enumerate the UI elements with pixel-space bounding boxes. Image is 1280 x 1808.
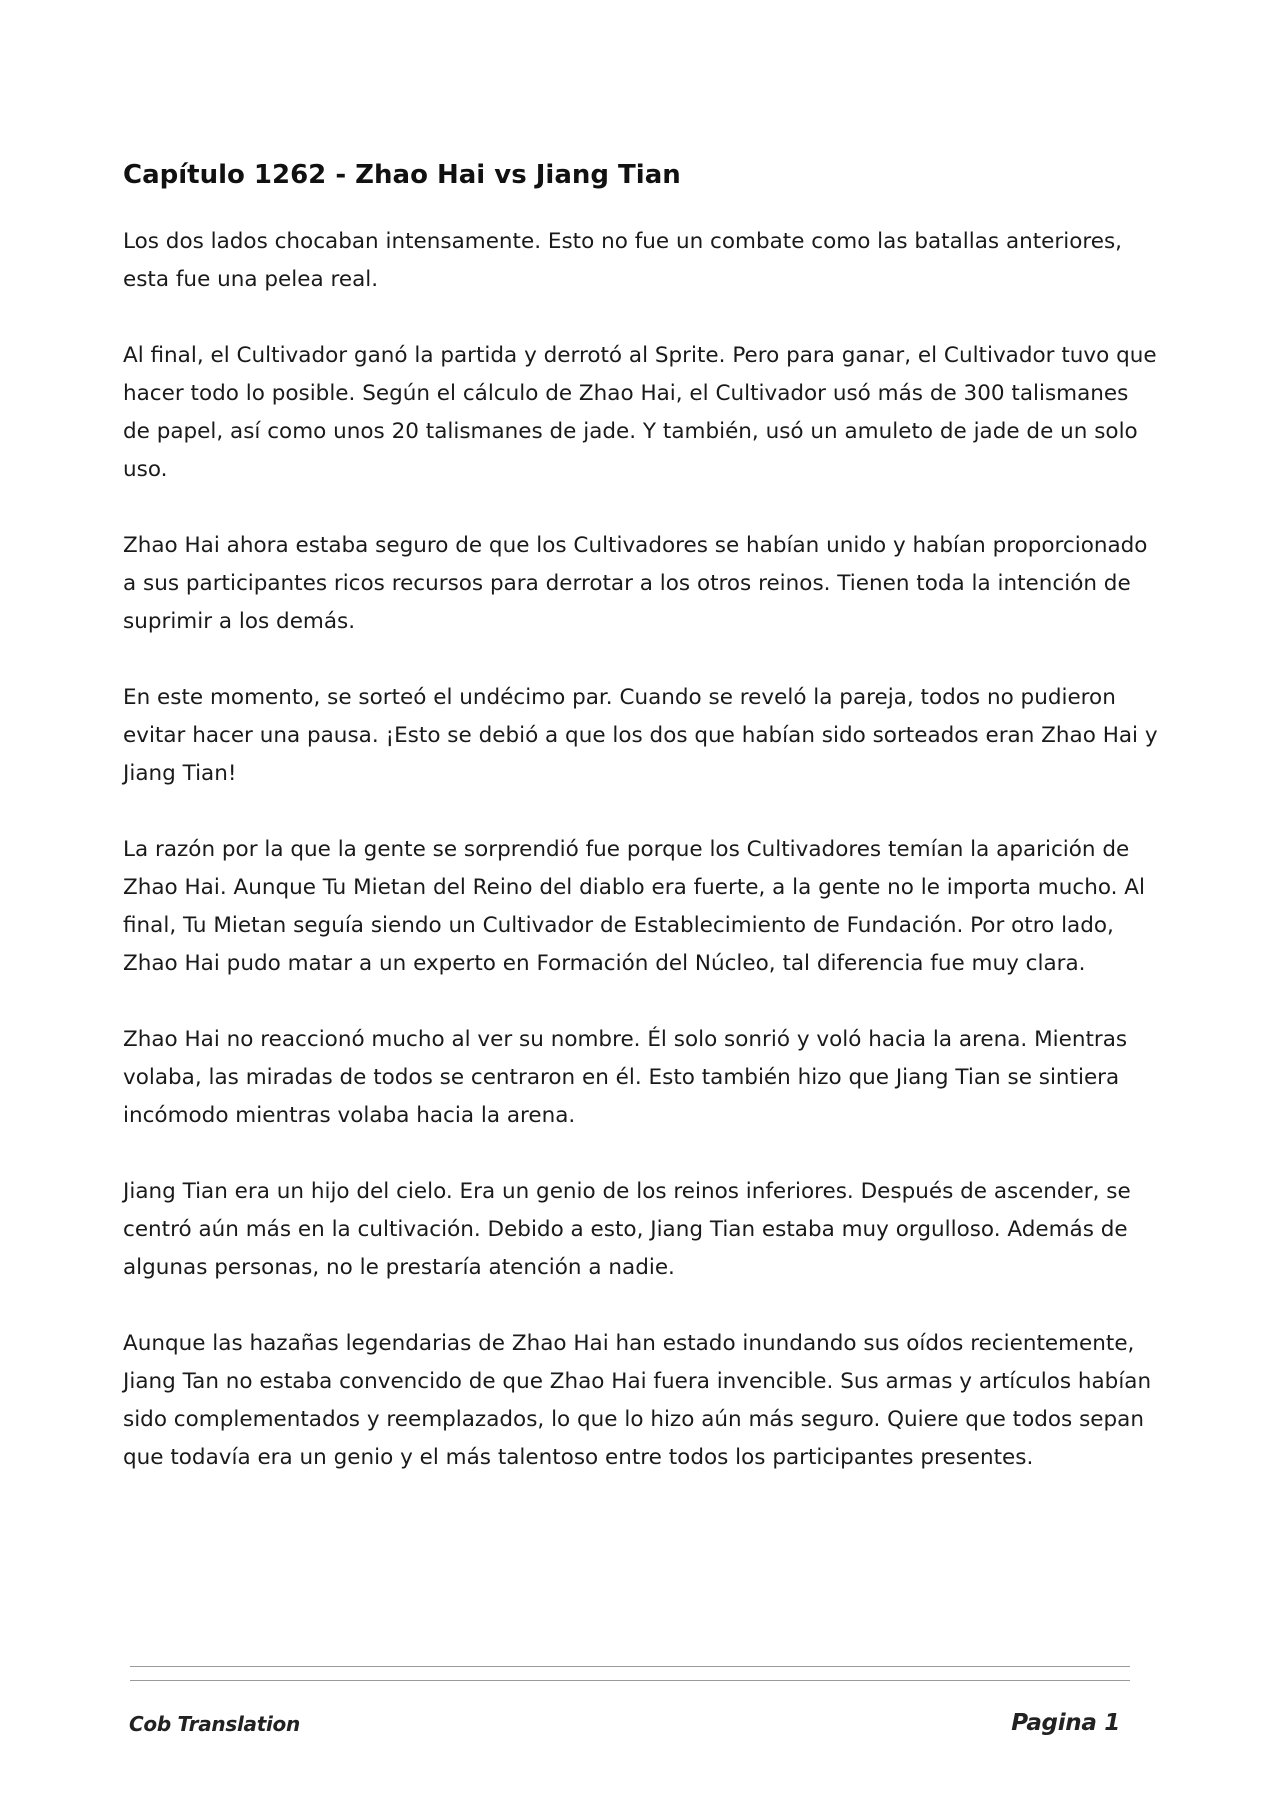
footer-page-number: Pagina 1 bbox=[1011, 1710, 1120, 1736]
chapter-title: Capítulo 1262 - Zhao Hai vs Jiang Tian bbox=[123, 160, 681, 190]
paragraph: Jiang Tian era un hijo del cielo. Era un genio de los reinos inferiores. Después de ascender, se centró aún más en la cultivación. Debido a esto, Jiang Tian estaba muy orgulloso. Además de algunas personas, no le prestaría atención a nadie. bbox=[123, 1179, 1131, 1280]
paragraph: Al final, el Cultivador ganó la partida y derrotó al Sprite. Pero para ganar, el Cultivador tuvo que hacer todo lo posible. Según el cálculo de Zhao Hai, el Cultivador usó más de 300 talismanes de papel, así como unos 20 talismanes de jade. Y también, usó un amuleto de jade de un solo uso. bbox=[123, 343, 1157, 482]
paragraph: Los dos lados chocaban intensamente. Esto no fue un combate como las batallas anteriores, esta fue una pelea real. bbox=[123, 229, 1123, 292]
footer-translator-credit: Cob Translation bbox=[129, 1712, 300, 1736]
footer-divider-top bbox=[130, 1666, 1130, 1667]
footer-divider-bottom bbox=[130, 1680, 1130, 1681]
document-body bbox=[123, 158, 1158, 1515]
paragraph: Zhao Hai no reaccionó mucho al ver su nombre. Él solo sonrió y voló hacia la arena. Mientras volaba, las miradas de todos se centraron en él. Esto también hizo que Jiang Tian se sintiera incómodo mientras volaba hacia la arena. bbox=[123, 1027, 1128, 1128]
paragraph: Zhao Hai ahora estaba seguro de que los Cultivadores se habían unido y habían proporcionado a sus participantes ricos recursos para derrotar a los otros reinos. Tienen toda la intención de suprimir a los demás. bbox=[123, 533, 1148, 634]
paragraph: En este momento, se sorteó el undécimo par. Cuando se reveló la pareja, todos no pudieron evitar hacer una pausa. ¡Esto se debió a que los dos que habían sido sorteados eran Zhao Hai y Jiang Tian! bbox=[123, 685, 1158, 786]
paragraph: La razón por la que la gente se sorprendió fue porque los Cultivadores temían la aparición de Zhao Hai. Aunque Tu Mietan del Reino del diablo era fuerte, a la gente no le importa mucho. Al final, Tu Mietan seguía siendo un Cultivador de Establecimiento de Fundación. Por otro lado, Zhao Hai pudo matar a un experto en Formación del Núcleo, tal diferencia fue muy clara. bbox=[123, 837, 1145, 976]
paragraph: Aunque las hazañas legendarias de Zhao Hai han estado inundando sus oídos recientemente, Jiang Tan no estaba convencido de que Zhao Hai fuera invencible. Sus armas y artículos habían sido complementados y reemplazados, lo que lo hizo aún más seguro. Quiere que todos sepan que todavía era un genio y el más talentoso entre todos los participantes presentes. bbox=[123, 1331, 1152, 1470]
